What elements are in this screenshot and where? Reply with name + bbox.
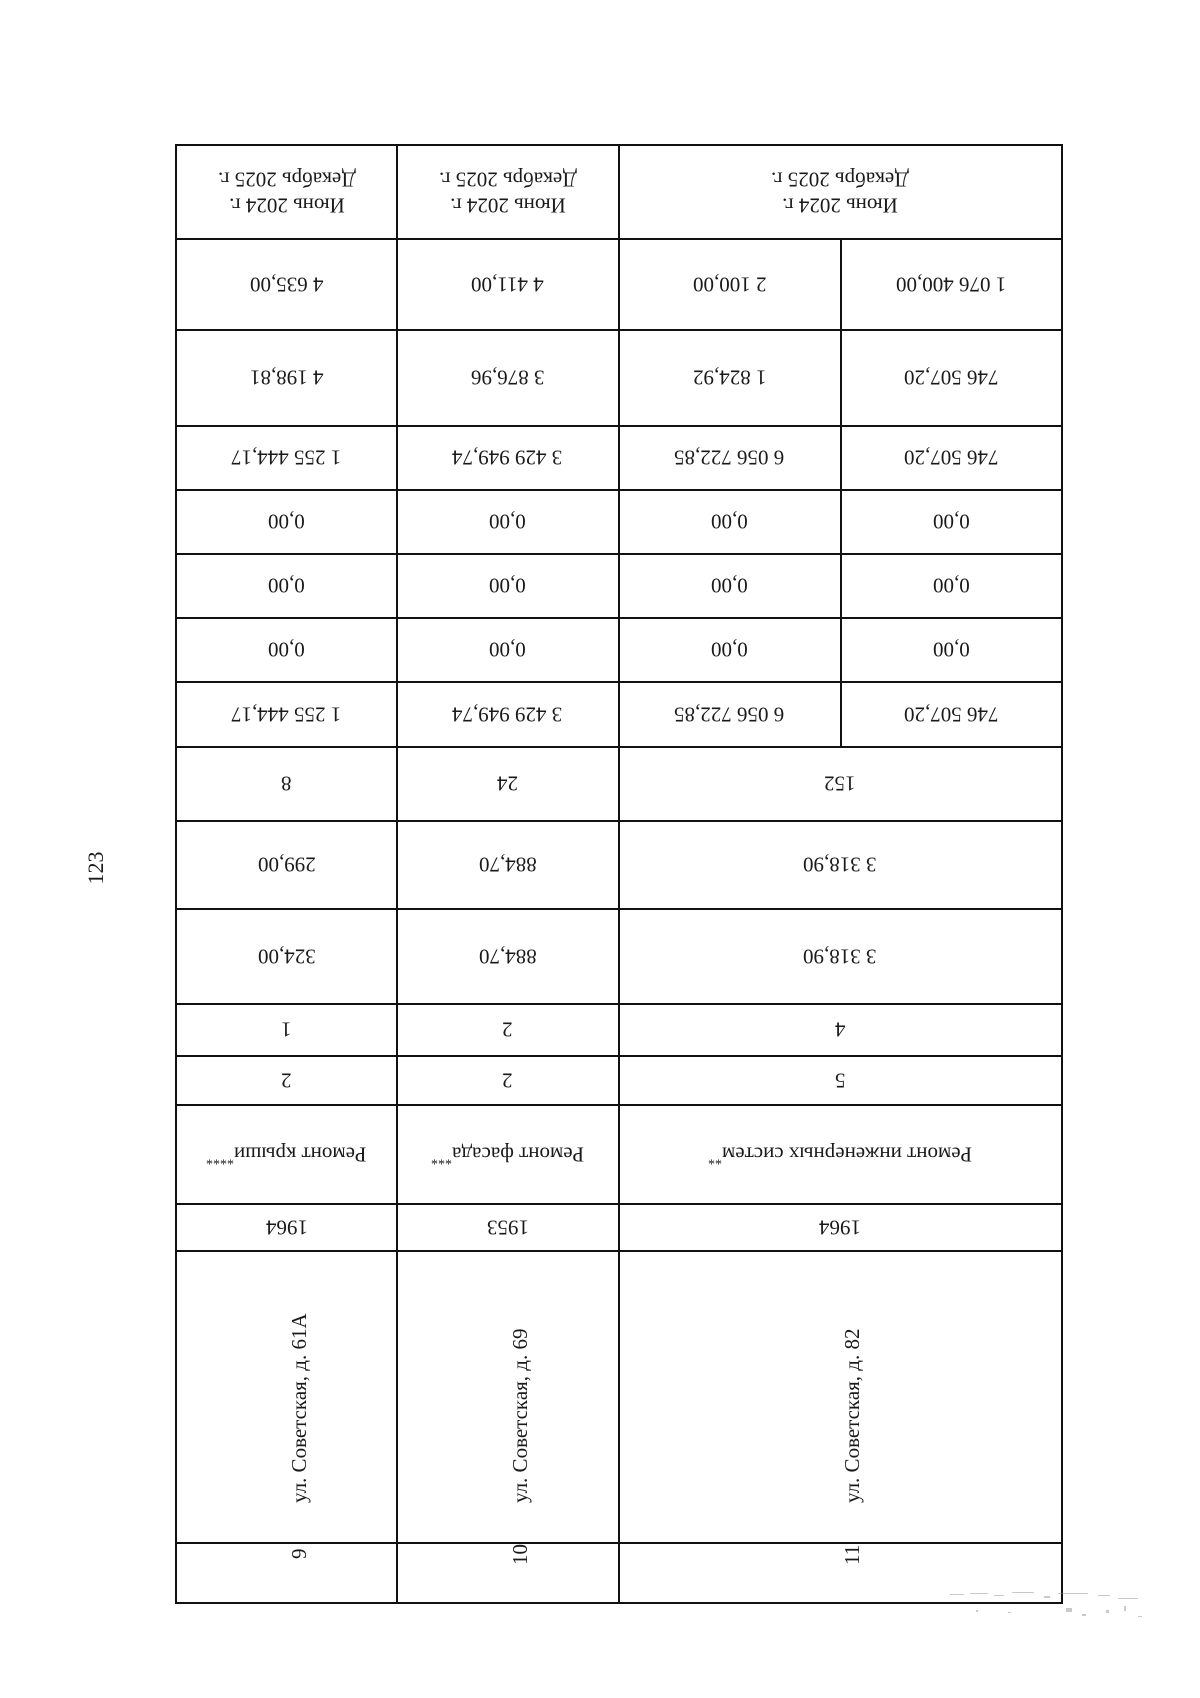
cell-cost-per-m2: 1 824,92: [692, 365, 767, 390]
cell-zero-c: 0,00: [268, 509, 305, 534]
cell-area-total: 3 318,90: [803, 944, 877, 969]
table-border-right: [1061, 144, 1063, 1604]
cell-fund: 6 056 722,85: [674, 445, 785, 470]
cell-work-type: Ремонт фасада***: [430, 1142, 584, 1167]
cell-area-living: 3 318,90: [803, 852, 877, 877]
cell-fund: 1 255 444,17: [231, 445, 342, 470]
header-period-row9: Июнь 2024 г. Декабрь 2025 г.: [217, 167, 356, 218]
cell-total-cost: 6 056 722,85: [674, 702, 785, 727]
cell-cost-per-m2: 746 507,20: [903, 365, 999, 390]
cell-zero-c: 0,00: [489, 509, 526, 534]
cell-fund: 3 429 949,74: [452, 445, 563, 470]
cell-residents: 152: [824, 771, 856, 796]
cell-floors: 5: [834, 1068, 846, 1093]
cell-cost-per-m2: 3 876,96: [470, 365, 545, 390]
cell-work-type: Ремонт крыши****: [206, 1142, 367, 1167]
table-border-bottom: [177, 1602, 1063, 1604]
cell-row-number: 11: [840, 1544, 864, 1565]
cell-residents: 24: [497, 771, 518, 796]
scan-artifact: [948, 1590, 1158, 1630]
cell-limit: 4 411,00: [471, 272, 544, 297]
header-period-row11: Июнь 2024 г. Декабрь 2025 г.: [771, 167, 909, 218]
cell-zero-b: 0,00: [268, 573, 305, 598]
cell-area-total: 884,70: [478, 944, 537, 969]
cell-zero-a: 0,00: [268, 637, 305, 662]
cell-zero-a: 0,00: [932, 637, 970, 662]
cell-area-living: 299,00: [257, 852, 316, 877]
cell-floors: 2: [502, 1068, 513, 1093]
cell-entrances: 2: [502, 1017, 513, 1042]
cell-row-number: 9: [286, 1548, 311, 1559]
cell-total-cost: 1 255 444,17: [231, 702, 342, 727]
cell-zero-c: 0,00: [711, 509, 748, 534]
header-period-row10: Июнь 2024 г. Декабрь 2025 г.: [438, 167, 577, 218]
cell-work-type: Ремонт инженерных систем**: [707, 1142, 973, 1167]
cell-year: 1964: [265, 1215, 308, 1240]
cell-residents: 8: [281, 771, 292, 796]
cell-cost-per-m2: 4 198,81: [249, 365, 324, 390]
cell-year: 1964: [819, 1215, 861, 1240]
cell-address: ул. Советская, д. 69: [507, 1328, 532, 1503]
cell-address: ул. Советская, д. 61А: [286, 1313, 311, 1503]
cell-limit: 1 076 400,00: [895, 272, 1007, 297]
cell-zero-b: 0,00: [489, 573, 526, 598]
cell-zero-a: 0,00: [489, 637, 526, 662]
cell-zero-b: 0,00: [932, 573, 970, 598]
cell-total-cost: 3 429 949,74: [452, 702, 563, 727]
cell-floors: 2: [281, 1068, 292, 1093]
cell-entrances: 1: [281, 1017, 292, 1042]
cell-zero-a: 0,00: [711, 637, 748, 662]
cell-fund: 746 507,20: [903, 445, 999, 470]
cell-entrances: 4: [834, 1017, 846, 1042]
cell-zero-c: 0,00: [932, 509, 970, 534]
cell-limit: 4 635,00: [249, 272, 324, 297]
cell-address: ул. Советская, д. 82: [840, 1328, 864, 1503]
cell-total-cost: 746 507,20: [903, 702, 999, 727]
cell-limit: 2 100,00: [692, 272, 767, 297]
cell-zero-b: 0,00: [711, 573, 748, 598]
cell-row-number: 10: [507, 1544, 532, 1565]
cell-year: 1953: [486, 1215, 529, 1240]
cell-area-total: 324,00: [257, 944, 316, 969]
cell-area-living: 884,70: [478, 852, 537, 877]
